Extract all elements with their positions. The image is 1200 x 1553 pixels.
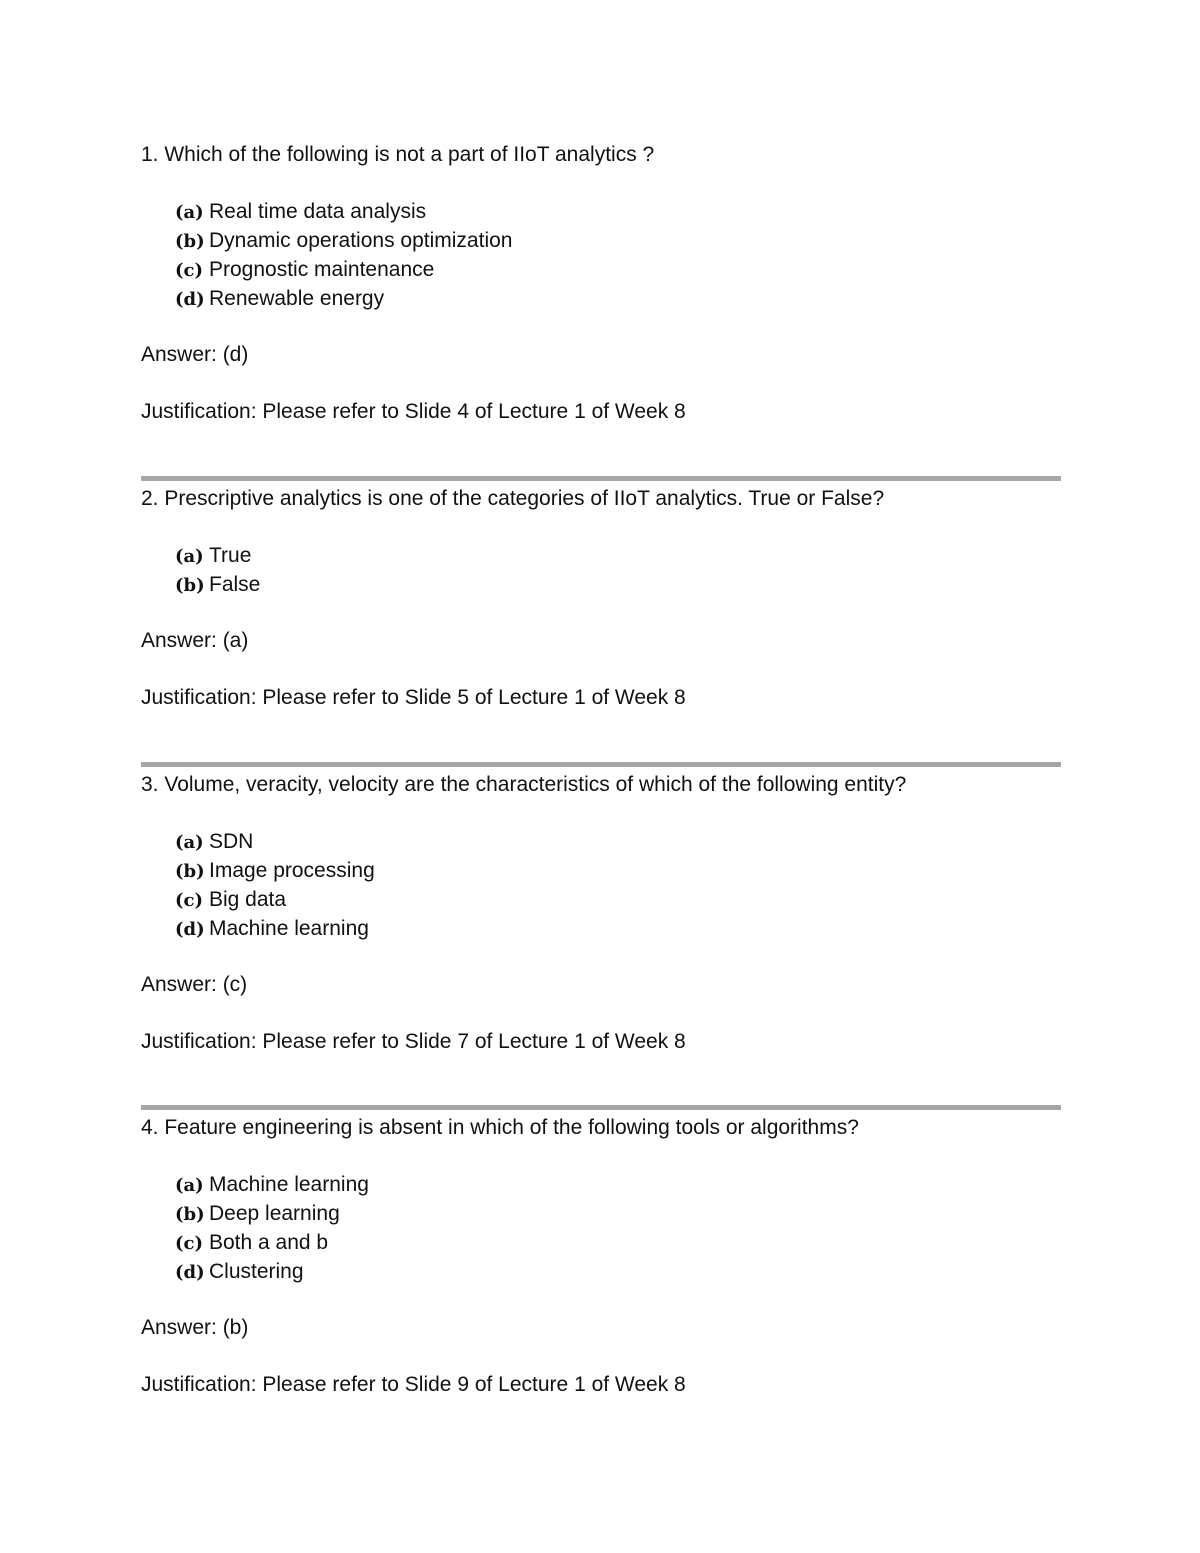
option-text: Big data [209, 888, 287, 911]
option-text: Renewable energy [209, 287, 385, 310]
options-list [175, 541, 1061, 599]
option-text: Machine learning [209, 1173, 369, 1196]
justification-text: Justification: Please refer to Slide 5 of Lecture 1 of Week 8 [141, 686, 686, 709]
answer-text: Answer: (a) [141, 629, 249, 652]
option-text: Prognostic maintenance [209, 258, 435, 281]
question-text: 3. Volume, veracity, velocity are the characteristics of which of the following entity? [141, 773, 907, 796]
option-b [175, 856, 1061, 885]
section-divider [141, 476, 1061, 481]
option-letter: (c) [175, 260, 203, 281]
answer-text: Answer: (b) [141, 1316, 249, 1339]
option-letter: (a) [175, 832, 204, 853]
option-letter: (b) [175, 861, 205, 882]
question-1 [141, 141, 1061, 426]
option-text: Both a and b [209, 1231, 329, 1254]
options-list [175, 197, 1061, 313]
option-a [175, 541, 1061, 570]
question-text: 4. Feature engineering is absent in which of the following tools or algorithms? [141, 1116, 859, 1139]
option-text: True [209, 544, 252, 567]
option-letter: (b) [175, 575, 205, 596]
option-text: Clustering [209, 1260, 304, 1283]
option-letter: (d) [175, 919, 205, 940]
option-text: Machine learning [209, 917, 369, 940]
option-letter: (b) [175, 231, 205, 252]
option-c [175, 885, 1061, 914]
section-divider [141, 1105, 1061, 1110]
justification-text: Justification: Please refer to Slide 9 of Lecture 1 of Week 8 [141, 1373, 686, 1396]
question-2 [141, 485, 1061, 712]
option-letter: (b) [175, 1204, 205, 1225]
option-text: Dynamic operations optimization [209, 229, 513, 252]
option-text: False [209, 573, 261, 596]
option-text: Deep learning [209, 1202, 340, 1225]
option-letter: (d) [175, 289, 205, 310]
options-list [175, 827, 1061, 943]
question-4 [141, 1114, 1061, 1399]
option-letter: (d) [175, 1262, 205, 1283]
option-b [175, 1199, 1061, 1228]
option-letter: (a) [175, 546, 204, 567]
justification-text: Justification: Please refer to Slide 7 of Lecture 1 of Week 8 [141, 1030, 686, 1053]
option-c [175, 1228, 1061, 1257]
option-letter: (a) [175, 202, 204, 223]
answer-text: Answer: (d) [141, 343, 249, 366]
option-c [175, 255, 1061, 284]
option-text: SDN [209, 830, 254, 853]
option-a [175, 827, 1061, 856]
option-a [175, 197, 1061, 226]
option-letter: (c) [175, 1233, 203, 1254]
section-divider [141, 762, 1061, 767]
justification-text: Justification: Please refer to Slide 4 of Lecture 1 of Week 8 [141, 400, 686, 423]
option-letter: (c) [175, 890, 203, 911]
options-list [175, 1170, 1061, 1286]
question-text: 1. Which of the following is not a part of IIoT analytics ? [141, 143, 655, 166]
answer-text: Answer: (c) [141, 973, 248, 996]
question-text: 2. Prescriptive analytics is one of the categories of IIoT analytics. True or False? [141, 487, 885, 510]
option-d [175, 914, 1061, 943]
option-text: Image processing [209, 859, 375, 882]
option-a [175, 1170, 1061, 1199]
option-d [175, 1257, 1061, 1286]
option-d [175, 284, 1061, 313]
question-3 [141, 771, 1061, 1056]
option-letter: (a) [175, 1175, 204, 1196]
option-b [175, 570, 1061, 599]
option-b [175, 226, 1061, 255]
option-text: Real time data analysis [209, 200, 427, 223]
